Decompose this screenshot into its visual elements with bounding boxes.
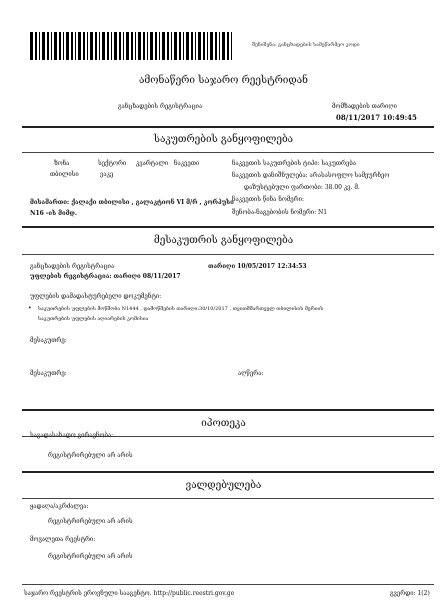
obligations-section-title: ვალდებულება — [185, 480, 262, 491]
footer-agency: საჯარო რეესტრის ეროვნული სააგენტო. http://public.reestri.gov.ge — [24, 590, 235, 597]
owner-app-reg-date: თარიღი 10/05/2017 12:34:53 — [208, 263, 307, 270]
col-zone: ზონა — [54, 160, 70, 167]
application-label: განცხადების რეგისტრაცია — [118, 103, 203, 110]
seizure-label: ყადაღა/აკრძალვა: — [30, 503, 89, 510]
owner-section-title: მესაკუთრის განყოფილება — [153, 235, 294, 246]
barcode-caption: შენიშვნა: განცხადების სამეწარმეო კოდი — [252, 42, 360, 48]
address-line-2: N16 -ის მიმდ. — [30, 210, 77, 217]
divider — [22, 126, 434, 128]
footer-divider — [22, 584, 434, 585]
debtor-status: რეგისტრირებული არ არის — [48, 553, 133, 560]
col-quarter: კვარტალი — [136, 160, 169, 167]
col-parcel: ნაკვეთი — [174, 160, 200, 167]
property-section-title: საკუთრების განყოფილება — [153, 134, 294, 145]
divider — [22, 254, 434, 255]
parcel-type: ნაკვეთის საკუთრების ტიპი: საკუთრება — [232, 160, 357, 167]
divider — [22, 409, 434, 411]
mortgage-status: რეგისტრირებული არ არის — [48, 452, 133, 459]
document-title: ამონაწერი საჯარო რეესტრიდან — [138, 75, 309, 86]
divider — [22, 498, 434, 499]
divider — [22, 471, 434, 473]
owner-right-reg: უფლების რეგისტრაცია: თარიღი 08/11/2017 — [30, 273, 181, 280]
footer-page-number: გვერდი: 1(2) — [390, 590, 430, 597]
col-sector: სექტორი — [98, 160, 127, 167]
mortgage-section-title: იპოთეკა — [201, 418, 246, 429]
sector-value: ვაკე — [100, 171, 114, 178]
parcel-prev-number: ნაკვეთის წინა ნომერი: — [232, 196, 304, 203]
building-number: შენობა-ნაგებობის ნომერი: N1 — [232, 209, 328, 216]
address-line-1: მისამართი: ქალაქი თბილისი , გალაკტიონ VI მ/რ , კორპუსი — [30, 199, 234, 206]
basis-label: უფლების დამადასტურებელი დოკუმენტი: — [30, 293, 162, 300]
owner-app-reg-label: განცხადების რეგისტრაცია — [30, 263, 115, 270]
barcode — [30, 32, 235, 60]
debtor-label: მოვალეთა რეესტრი: — [30, 536, 96, 543]
zone-value: თბილისი — [50, 171, 79, 178]
divider — [22, 152, 434, 153]
owners-label: მესაკუთრე: — [30, 337, 67, 344]
mortgage-subject-label: საგადასახადო გირავნობა: — [30, 432, 114, 439]
owner-label: მესაკუთრე: — [30, 370, 67, 377]
parcel-area: დაზუსტებული ფართობი: 38.00 კვ. მ. — [244, 184, 360, 191]
description-label: აღწერა: — [238, 370, 264, 377]
seizure-status: რეგისტრირებული არ არის — [48, 518, 133, 525]
divider — [22, 226, 434, 228]
basis-text-2: საკუთრების უფლების აღიარების კომისია — [38, 316, 149, 322]
basis-text-1: საკუთრების უფლების მოწმობა N1444 , დამოწმების თარიღი:30/10/2017 , თვითმმართველ თბილისის მერიის — [38, 306, 324, 312]
prepared-date: 08/11/2017 10:49:45 — [336, 113, 417, 122]
bullet-icon: • — [28, 305, 32, 312]
prepared-label: მომზადების თარიღი — [332, 103, 397, 110]
parcel-purpose: ნაკვეთის დანიშნულება: არასასოფლო სამეურნეო — [232, 172, 390, 179]
barcode-graphic — [30, 32, 235, 60]
